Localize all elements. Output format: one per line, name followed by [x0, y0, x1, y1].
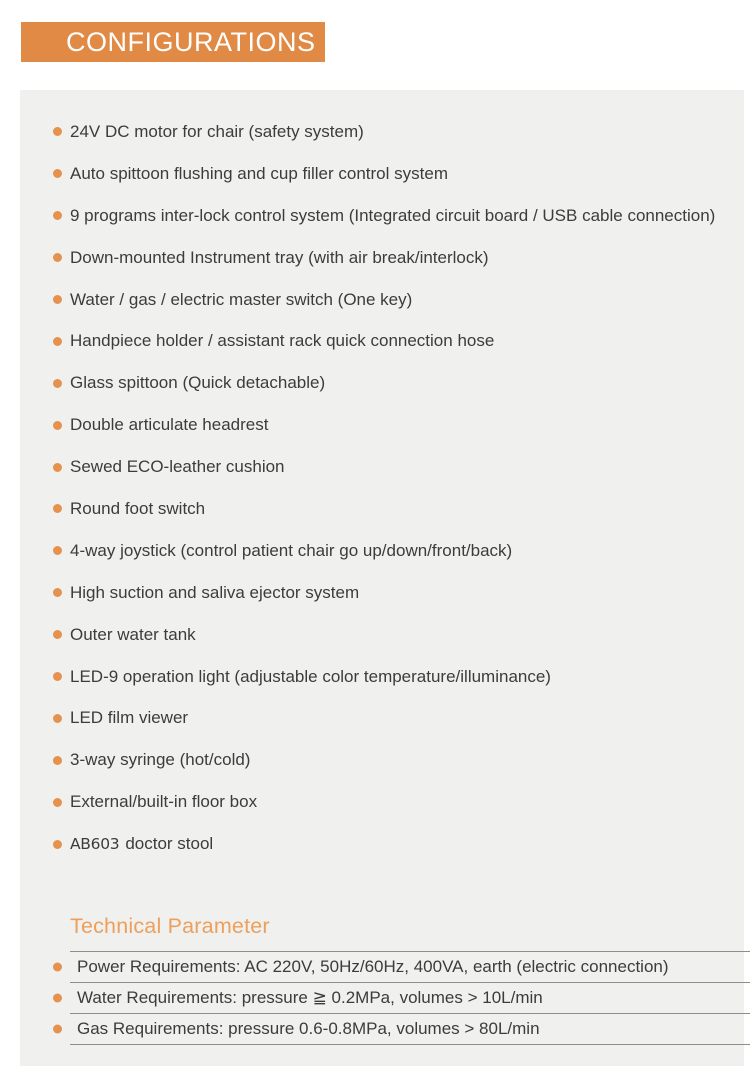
bullet-icon [53, 840, 62, 849]
bullet-icon [53, 295, 62, 304]
technical-parameter-heading: Technical Parameter [70, 914, 270, 939]
feature-item [53, 279, 744, 321]
feature-item [53, 111, 744, 153]
parameter-row [70, 1013, 750, 1045]
feature-item [53, 697, 744, 739]
feature-text: Glass spittoon (Quick detachable) [70, 373, 326, 393]
feature-item [53, 488, 744, 530]
bullet-icon [53, 1025, 62, 1034]
feature-text: LED-9 operation light (adjustable color temperature/illuminance) [70, 666, 551, 686]
bullet-icon [53, 379, 62, 388]
feature-text: Double articulate headrest [70, 415, 269, 435]
parameter-text: Water Requirements: pressure ≧ 0.2MPa, volumes > 10L/min [77, 988, 543, 1008]
feature-text: LED film viewer [70, 708, 189, 728]
feature-item [53, 320, 744, 362]
bullet-icon [53, 253, 62, 262]
feature-text: Auto spittoon flushing and cup filler control system [70, 163, 448, 183]
technical-parameter-table [70, 951, 750, 1045]
feature-item [53, 195, 744, 237]
feature-item [53, 362, 744, 404]
features-list [53, 111, 744, 865]
bullet-icon [53, 127, 62, 136]
feature-text: doctor stool [125, 834, 214, 854]
feature-item [53, 237, 744, 279]
page-title: CONFIGURATIONS [66, 26, 316, 57]
feature-text: Handpiece holder / assistant rack quick connection hose [70, 331, 495, 351]
bullet-icon [53, 714, 62, 723]
bullet-icon [53, 504, 62, 513]
parameter-text: Gas Requirements: pressure 0.6-0.8MPa, volumes > 80L/min [77, 1019, 540, 1039]
bullet-icon [53, 421, 62, 430]
bullet-icon [53, 211, 62, 220]
bullet-icon [53, 463, 62, 472]
bullet-icon [53, 963, 62, 972]
feature-item [53, 739, 744, 781]
feature-text: Water / gas / electric master switch (One key) [70, 289, 413, 309]
feature-text: 24V DC motor for chair (safety system) [70, 121, 364, 141]
configurations-banner [21, 22, 325, 62]
bullet-icon [53, 546, 62, 555]
feature-item [53, 823, 744, 865]
parameter-text: Power Requirements: AC 220V, 50Hz/60Hz, 400VA, earth (electric connection) [77, 957, 669, 977]
feature-item [53, 572, 744, 614]
bullet-icon [53, 798, 62, 807]
feature-item [53, 446, 744, 488]
feature-text: 9 programs inter-lock control system (Integrated circuit board / USB cable connection) [70, 205, 716, 225]
bullet-icon [53, 994, 62, 1003]
bullet-icon [53, 169, 62, 178]
feature-text: 4-way joystick (control patient chair go up/down/front/back) [70, 540, 513, 560]
feature-item [53, 530, 744, 572]
feature-text: Round foot switch [70, 498, 206, 518]
bullet-icon [53, 337, 62, 346]
bullet-icon [53, 630, 62, 639]
bullet-icon [53, 756, 62, 765]
feature-item [53, 781, 744, 823]
feature-model: AB603 [70, 835, 120, 854]
feature-text: Outer water tank [70, 624, 196, 644]
feature-item [53, 614, 744, 656]
feature-text: Sewed ECO-leather cushion [70, 457, 285, 477]
parameter-row [70, 951, 750, 982]
feature-text: High suction and saliva ejector system [70, 582, 360, 602]
feature-item [53, 656, 744, 698]
content-card [20, 90, 744, 1066]
bullet-icon [53, 588, 62, 597]
feature-item [53, 404, 744, 446]
feature-text: Down-mounted Instrument tray (with air break/interlock) [70, 247, 489, 267]
feature-item [53, 153, 744, 195]
feature-text: External/built-in floor box [70, 792, 258, 812]
parameter-row [70, 982, 750, 1013]
bullet-icon [53, 672, 62, 681]
feature-text: 3-way syringe (hot/cold) [70, 750, 251, 770]
